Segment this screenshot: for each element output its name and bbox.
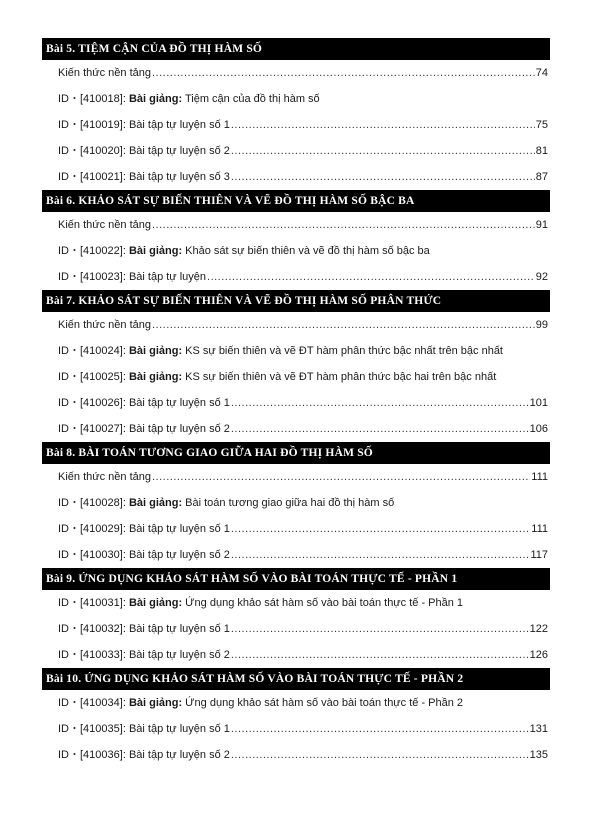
toc-entry-text: KS sự biến thiên và vẽ ĐT hàm phân thức bậc nhất trên bậc nhất — [182, 345, 503, 357]
dot-leader — [231, 542, 530, 568]
page-number: 135 — [529, 749, 548, 761]
toc-entry-title — [58, 338, 503, 364]
dot-leader — [152, 464, 530, 490]
toc-entry[interactable] — [42, 642, 550, 668]
toc-entry-prefix: ID・[410035]: — [58, 723, 129, 735]
toc-entry-title — [58, 590, 463, 616]
dot-leader — [231, 138, 535, 164]
toc-entry[interactable] — [42, 60, 550, 86]
toc-entry-text: Bài tập tự luyện số 2 — [128, 423, 230, 435]
toc-entry-title — [58, 238, 430, 264]
section-header: Bài 9. ỨNG DỤNG KHẢO SÁT HÀM SỐ VÀO BÀI TOÁN THỰC TẾ - PHẦN 1 — [42, 568, 550, 590]
toc-entry-text: Bài tập tự luyện số 1 — [128, 119, 230, 131]
toc-entry-text: Bài tập tự luyện số 2 — [128, 145, 230, 157]
toc-entry-lecture-label: Bài giảng: — [128, 371, 183, 383]
toc-entry[interactable] — [42, 516, 550, 542]
dot-leader — [152, 312, 535, 338]
toc-entry-prefix: ID・[410028]: — [58, 497, 129, 509]
toc-entry[interactable] — [42, 742, 550, 768]
toc-entry-title — [58, 164, 230, 190]
toc-entry-prefix: ID・[410032]: — [58, 623, 129, 635]
page-number: 131 — [529, 723, 548, 735]
toc-entry[interactable] — [42, 164, 550, 190]
dot-leader — [231, 390, 529, 416]
toc-entry-prefix: ID・[410026]: — [58, 397, 129, 409]
toc-entry-prefix: ID・[410022]: — [58, 245, 129, 257]
toc-entry-prefix: ID・[410019]: — [58, 119, 129, 131]
toc-entry-prefix: ID・[410025]: — [58, 371, 129, 383]
toc-entry-text: Ứng dụng khảo sát hàm số vào bài toán thực tế - Phần 2 — [182, 697, 464, 709]
page-number: 111 — [531, 471, 548, 483]
toc-entry[interactable] — [42, 238, 550, 264]
page-number: 101 — [529, 397, 548, 409]
page-number: 99 — [535, 319, 548, 331]
toc-entry-title — [58, 490, 394, 516]
dot-leader — [231, 642, 529, 668]
toc-entry-prefix: ID・[410018]: — [58, 93, 129, 105]
toc-entry[interactable] — [42, 338, 550, 364]
toc-entry-prefix: ID・[410029]: — [58, 523, 129, 535]
toc-entry-text: Bài tập tự luyện số 2 — [128, 649, 230, 661]
page-number: 87 — [535, 171, 548, 183]
page-number: 74 — [535, 67, 548, 79]
toc-entry[interactable] — [42, 490, 550, 516]
dot-leader — [231, 112, 535, 138]
toc-entry[interactable] — [42, 364, 550, 390]
toc-entry-prefix: ID・[410030]: — [58, 549, 129, 561]
toc-entry[interactable] — [42, 616, 550, 642]
toc-entry[interactable] — [42, 542, 550, 568]
toc-entry-prefix: ID・[410034]: — [58, 697, 129, 709]
toc-entry-title — [58, 86, 320, 112]
section-header: Bài 10. ỨNG DỤNG KHẢO SÁT HÀM SỐ VÀO BÀI TOÁN THỰC TẾ - PHẦN 2 — [42, 668, 550, 690]
table-of-contents — [42, 38, 550, 768]
dot-leader — [152, 60, 535, 86]
toc-entry-prefix: ID・[410033]: — [58, 649, 129, 661]
toc-entry-lecture-label: Bài giảng: — [128, 697, 183, 709]
toc-entry-text: KS sự biến thiên và vẽ ĐT hàm phân thức bậc hai trên bậc nhất — [182, 371, 497, 383]
page-number: 81 — [535, 145, 548, 157]
toc-entry-title — [58, 464, 151, 490]
dot-leader — [231, 516, 530, 542]
toc-entry-lecture-label: Bài giảng: — [128, 93, 183, 105]
toc-entry-text: Bài tập tự luyện số 1 — [128, 623, 230, 635]
toc-entry[interactable] — [42, 112, 550, 138]
toc-entry-title — [58, 416, 230, 442]
toc-entry-lecture-label: Bài giảng: — [128, 597, 183, 609]
toc-entry[interactable] — [42, 312, 550, 338]
toc-entry-text: Ứng dụng khảo sát hàm số vào bài toán thực tế - Phần 1 — [182, 597, 464, 609]
dot-leader — [207, 264, 535, 290]
dot-leader — [231, 742, 529, 768]
toc-entry[interactable] — [42, 390, 550, 416]
toc-entry-text: Bài tập tự luyện số 3 — [128, 171, 230, 183]
toc-entry[interactable] — [42, 690, 550, 716]
toc-entry-title — [58, 690, 463, 716]
page-number: 92 — [535, 271, 548, 283]
toc-entry[interactable] — [42, 464, 550, 490]
toc-entry[interactable] — [42, 138, 550, 164]
toc-entry-text: Bài tập tự luyện số 2 — [128, 749, 230, 761]
section-header: Bài 6. KHẢO SÁT SỰ BIẾN THIÊN VÀ VẼ ĐỒ THỊ HÀM SỐ BẬC BA — [42, 190, 550, 212]
toc-entry-title — [58, 542, 230, 568]
toc-entry-title — [58, 112, 230, 138]
toc-entry-title — [58, 716, 230, 742]
toc-entry-text: Khảo sát sự biến thiên và vẽ đồ thị hàm số bậc ba — [182, 245, 430, 257]
page-number: 122 — [529, 623, 548, 635]
toc-entry-title — [58, 212, 151, 238]
toc-entry-lecture-label: Bài giảng: — [128, 245, 183, 257]
section-header: Bài 8. BÀI TOÁN TƯƠNG GIAO GIỮA HAI ĐỒ THỊ HÀM SỐ — [42, 442, 550, 464]
page-number: 111 — [531, 523, 548, 535]
toc-entry-title — [58, 60, 151, 86]
toc-entry[interactable] — [42, 716, 550, 742]
toc-entry-prefix: ID・[410021]: — [58, 171, 129, 183]
toc-entry-title — [58, 312, 151, 338]
toc-entry[interactable] — [42, 590, 550, 616]
toc-entry-lecture-label: Bài giảng: — [128, 345, 183, 357]
toc-entry-prefix: Kiến thức nền tảng — [58, 219, 151, 231]
toc-entry-title — [58, 138, 230, 164]
toc-entry-prefix: ID・[410024]: — [58, 345, 129, 357]
toc-entry-prefix: Kiến thức nền tảng — [58, 67, 151, 79]
toc-entry-title — [58, 742, 230, 768]
toc-entry-text: Bài tập tự luyện — [128, 271, 207, 283]
dot-leader — [231, 416, 529, 442]
toc-entry[interactable] — [42, 416, 550, 442]
dot-leader — [231, 616, 529, 642]
toc-entry-text: Bài tập tự luyện số 2 — [128, 549, 230, 561]
toc-entry[interactable] — [42, 86, 550, 112]
toc-entry[interactable] — [42, 264, 550, 290]
toc-entry-title — [58, 364, 496, 390]
section-header: Bài 5. TIỆM CẬN CỦA ĐỒ THỊ HÀM SỐ — [42, 38, 550, 60]
dot-leader — [231, 164, 535, 190]
toc-entry-prefix: ID・[410023]: — [58, 271, 129, 283]
page-number: 75 — [535, 119, 548, 131]
toc-entry-lecture-label: Bài giảng: — [128, 497, 183, 509]
toc-entry-text: Bài tập tự luyện số 1 — [128, 523, 230, 535]
toc-entry-prefix: Kiến thức nền tảng — [58, 471, 151, 483]
toc-entry-prefix: Kiến thức nền tảng — [58, 319, 151, 331]
dot-leader — [152, 212, 535, 238]
toc-entry-title — [58, 390, 230, 416]
toc-entry-text: Bài tập tự luyện số 1 — [128, 397, 230, 409]
toc-entry-title — [58, 642, 230, 668]
toc-entry-prefix: ID・[410020]: — [58, 145, 129, 157]
page-number: 126 — [529, 649, 548, 661]
toc-entry-title — [58, 264, 206, 290]
toc-entry-prefix: ID・[410031]: — [58, 597, 129, 609]
toc-entry-title — [58, 516, 230, 542]
toc-entry-title — [58, 616, 230, 642]
toc-entry-text: Bài tập tự luyện số 1 — [128, 723, 230, 735]
toc-entry[interactable] — [42, 212, 550, 238]
page-number: 91 — [535, 219, 548, 231]
section-header: Bài 7. KHẢO SÁT SỰ BIẾN THIÊN VÀ VẼ ĐỒ THỊ HÀM SỐ PHÂN THỨC — [42, 290, 550, 312]
toc-entry-prefix: ID・[410027]: — [58, 423, 129, 435]
toc-entry-text: Tiệm cận của đồ thị hàm số — [182, 93, 320, 105]
toc-entry-text: Bài toán tương giao giữa hai đồ thị hàm số — [182, 497, 395, 509]
toc-entry-prefix: ID・[410036]: — [58, 749, 129, 761]
page-number: 117 — [530, 549, 548, 561]
page-number: 106 — [529, 423, 548, 435]
dot-leader — [231, 716, 529, 742]
